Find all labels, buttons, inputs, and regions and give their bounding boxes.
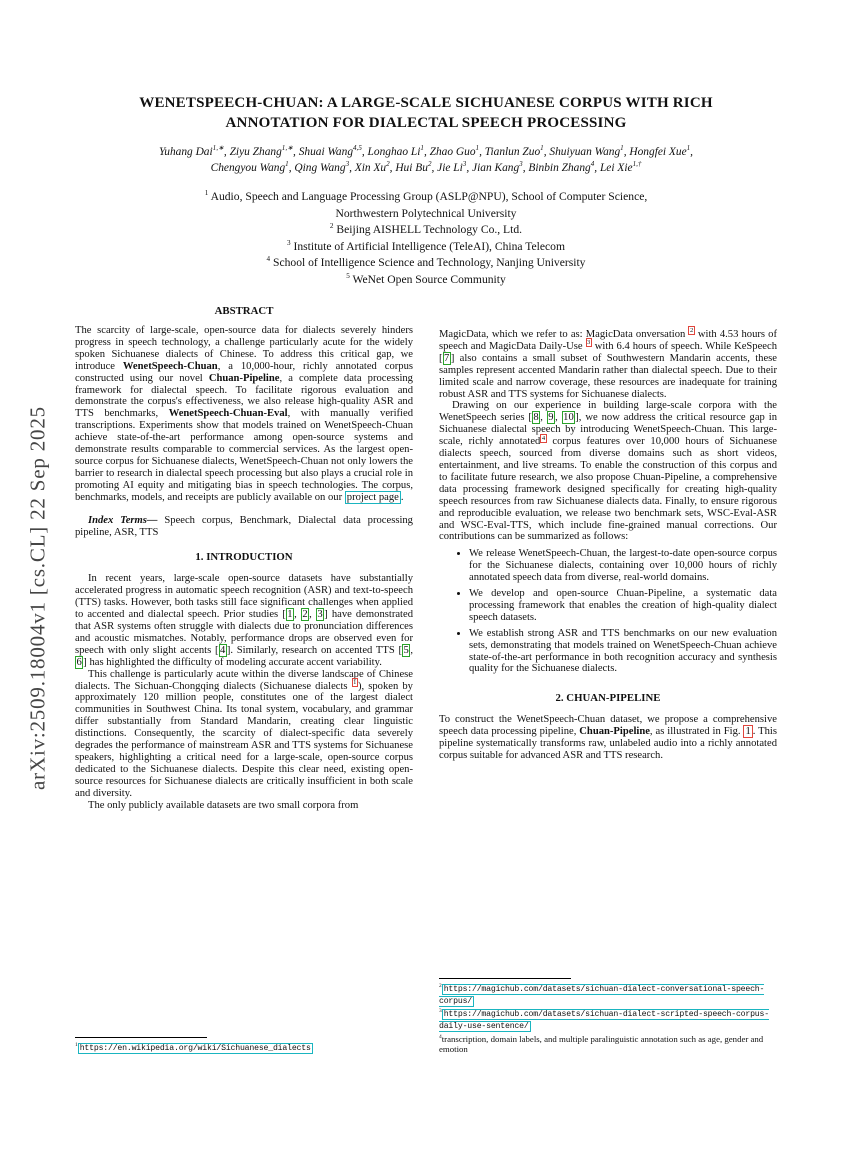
right-column	[439, 305, 777, 1055]
affiliation-line-2: Northwestern Polytechnical University	[335, 206, 517, 220]
affiliation-line-1: $^1$ Audio, Speech and Language Processing Group (ASLP@NPU), School of Computer Science,	[204, 189, 648, 203]
footnote-marker-link[interactable]: 4	[541, 434, 546, 442]
left-column	[75, 305, 413, 1055]
citation-link[interactable]: 10	[563, 412, 574, 424]
footnote-3: $^3$ https://magichub.com/datasets/sichuan-dialect-scripted-speech-corpus-daily-use-sentence/	[439, 1008, 769, 1031]
footnote-rule	[439, 978, 571, 979]
wikipedia-url-link[interactable]: https://en.wikipedia.org/wiki/Sichuanese_dialects	[79, 1043, 311, 1053]
footnote-marker-link[interactable]: 2	[689, 327, 694, 335]
footnote-rule	[75, 1037, 207, 1038]
author-line-2: Chengyou Wang$^1$, Qing Wang$^3$, Xin Xu$^2$, Hui Bu$^2$, Jie Li$^3$, Jian Kang$^3$, Binbin Zhang$^4$, Lei Xie$^{1,\dagger}$	[210, 159, 642, 174]
arxiv-watermark: arXiv:2509.18004v1 [cs.CL] 22 Sep 2025	[25, 406, 50, 790]
abstract-heading: ABSTRACT	[214, 305, 274, 317]
intro-paragraph-1: In recent years, large-scale open-source datasets have substantially accelerated progress in automatic speech recognition (ASR) and text-to-speech (TTS) tasks. However, both tasks still face significant challenges when applied to accented and dialectal speech. Prior studies [ 1 , 2 , 3 ] have demonstrated that ASR systems often struggle with dialects due to pronunciation differences and acoustic mismatches. Notably, performance drops are observed even for speech with only slight accents [ 4 ]. Similarly, research on accented TTS [ 5 , 6 ] has highlighted the difficulty of modeling accurate accent variability.	[75, 573, 413, 668]
contribution-item-3: • We establish strong ASR and TTS benchmarks on our new evaluation sets, demonstrating that models trained on WenetSpeech-Chuan achieve state-of-the-art performance in both recognition accuracy and synthesis quality for the Sichuanese dialects.	[469, 628, 777, 676]
intro-paragraph-3: The only publicly available datasets are two small corpora from	[88, 799, 359, 811]
affiliation-line-4: $^3$ Institute of Artificial Intelligence (TeleAI), China Telecom	[287, 238, 565, 253]
citation-link[interactable]: 2	[302, 609, 308, 621]
project-page-link[interactable]: project page	[346, 491, 399, 503]
paper-title-line-1: WENETSPEECH-CHUAN: A LARGE-SCALE SICHUANESE CORPUS WITH RICH	[139, 95, 713, 111]
citation-link[interactable]: 3	[317, 609, 323, 621]
abstract-paragraph: The scarcity of large-scale, open-source data for dialects severely hinders progress in speech technology, a challenge particularly acute for the widely spoken Sichuanese dialects of Chinese. To address this critical gap, we introduce WenetSpeech-Chuan, a 10,000-hour, richly annotated corpus constructed using our novel Chuan-Pipeline, a complete data processing framework for dialectal speech. To facilitate rigorous evaluation and demonstrate the corpus's effectiveness, we also release high-quality ASR and TTS benchmarks, WenetSpeech-Chuan-Eval, with manually verified transcriptions. Experiments show that models trained on WenetSpeech-Chuan achieve state-of-the-art performance among open-source systems and demonstrate results comparable to commercial services. As the largest open-source corpus for Sichuanese dialects, WenetSpeech-Chuan not only lowers the barrier to research in dialectal speech processing but also plays a crucial role in promoting AI equity and mitigating bias in speech technologies. The corpus, benchmarks, models, and receipts are publicly available on our project page .	[75, 325, 414, 503]
citation-link[interactable]: 5	[403, 644, 409, 656]
paper-title-line-2: ANNOTATION FOR DIALECTAL SPEECH PROCESSING	[225, 114, 627, 131]
section-1-heading: 1. INTRODUCTION	[195, 551, 293, 564]
citation-link[interactable]: 8	[533, 412, 539, 424]
contribution-item-2: • We develop and open-source Chuan-Pipeline, a systematic data processing framework that enables the creation of high-quality dialect speech datasets.	[469, 588, 777, 624]
intro-paragraph-4: MagicData, which we refer to as: MagicData onversation $^2$ with 4.53 hours of speech and MagicData Daily-Use $^3$ with 6.4 hours of speech. While KeSpeech [ 7 ] also contains a small subset of Southwestern Mandarin accents, these samples represent accented Mandarin rather than dialectal speech. Due to their limited scale and narrow coverage, these resources are inadequate for training robust ASR and TTS systems for Sichuanese dialects.	[439, 327, 778, 400]
left-footnotes	[75, 1037, 413, 1056]
affiliation-line-6: $^5$ WeNet Open Source Community	[346, 271, 506, 286]
footnote-4: $^4$transcription, domain labels, and multiple paralinguistic annotation such as age, gender and emotion	[439, 1033, 764, 1054]
citation-link[interactable]: 6	[76, 656, 82, 668]
footnote-marker-link[interactable]: 1	[353, 679, 357, 687]
citation-link[interactable]: 9	[548, 412, 554, 424]
contributions-list	[439, 548, 777, 679]
paper-content	[75, 94, 777, 1055]
footnote-2: $^2$ https://magichub.com/datasets/sichuan-dialect-conversational-speech-corpus/	[439, 982, 765, 1006]
two-column-body	[75, 305, 777, 1055]
fig1-ref-link[interactable]: 1	[745, 726, 751, 738]
intro-paragraph-2: This challenge is particularly acute within the diverse landscape of Chinese dialects. The Sichuan-Chongqing dialects (Sichuanese dialects $^1$ ), spoken by approximately 120 million people, constitutes one of the largest dialect communities in Southwest China. Its tonal system, vocabulary, and grammar differ substantially from Standard Mandarin, creating clear linguistic distinctions. Consequently, the scarcity of dialect-specific data severely degrades the performance of mainstream ASR and TTS systems for Sichuanese speakers, highlighting a critical need for a large-scale, open-source corpus dedicated to the Sichuanese dialects. Despite this clear need, existing open-source resources for Sichuanese dialects are critically insufficient in both scale and diversity.	[75, 668, 413, 799]
right-footnotes	[439, 978, 777, 1056]
magichub-conversational-url-link[interactable]: https://magichub.com/datasets/sichuan-dialect-conversational-speech-corpus/	[439, 984, 765, 1006]
affiliation-line-5: $^4$ School of Intelligence Science and Technology, Nanjing University	[266, 255, 586, 269]
footnote-marker-link[interactable]: 3	[587, 339, 591, 347]
magichub-dailyuse-url-link[interactable]: https://magichub.com/datasets/sichuan-dialect-scripted-speech-corpus-daily-use-sentence/	[439, 1010, 769, 1031]
pipeline-paragraph: To construct the WenetSpeech-Chuan dataset, we propose a comprehensive speech data processing pipeline, Chuan-Pipeline, as illustrated in Fig. 1 . This pipeline systematically transforms raw, unlabeled audio into a richly annotated corpus suitable for advanced ASR and TTS research.	[439, 714, 777, 762]
citation-link[interactable]: 7	[444, 352, 450, 364]
footnote-1: $^1$ https://en.wikipedia.org/wiki/Sichuanese_dialects	[75, 1041, 311, 1053]
citation-link[interactable]: 1	[287, 609, 293, 621]
citation-link[interactable]: 4	[220, 644, 226, 656]
author-line-1: Yuhang Dai$^{1,∗}$, Ziyu Zhang$^{1,∗}$, Shuai Wang$^{4,5}$, Longhao Li$^1$, Zhao Guo$^1$, Tianlun Zuo$^1$, Shuiyuan Wang$^1$, Hongfei Xue$^1$,	[158, 144, 694, 158]
affiliation-line-3: $^2$ Beijing AISHELL Technology Co., Ltd.	[329, 222, 523, 236]
contribution-item-1: • We release WenetSpeech-Chuan, the largest-to-date open-source corpus for the Sichuanese dialects, containing over 10,000 hours of richly annotated speech data from diverse, real-world domains.	[469, 548, 777, 584]
index-terms: Index Terms— Speech corpus, Benchmark, Dialectal data processing pipeline, ASR, TTS	[75, 514, 413, 538]
intro-paragraph-5: Drawing on our experience in building large-scale corpora with the WenetSpeech series [ 8 , 9 , 10 ], we now address the critical resource gap in Sichuanese dialectal speech by introducing WenetSpeech-Chuan. This large-scale, richly annotated $^4$ corpus features over 10,000 hours of Sichuanese dialects speech, sourced from diverse domains such as short videos, entertainment, and live streams. To enable the construction of this corpus and to facilitate future research, we also propose Chuan-Pipeline, a comprehensive data processing framework designed specifically for creating high-quality speech resources from raw Sichuanese dialects data. Finally, to ensure rigorous and reproducible evaluation, we release two benchmark sets, WSC-Eval-ASR and WSC-Eval-TTS, which include fine-grained manual corrections. Our contributions can be summarized as follows:	[439, 400, 777, 543]
section-2-heading: 2. CHUAN-PIPELINE	[555, 692, 661, 705]
affiliations	[75, 189, 777, 288]
